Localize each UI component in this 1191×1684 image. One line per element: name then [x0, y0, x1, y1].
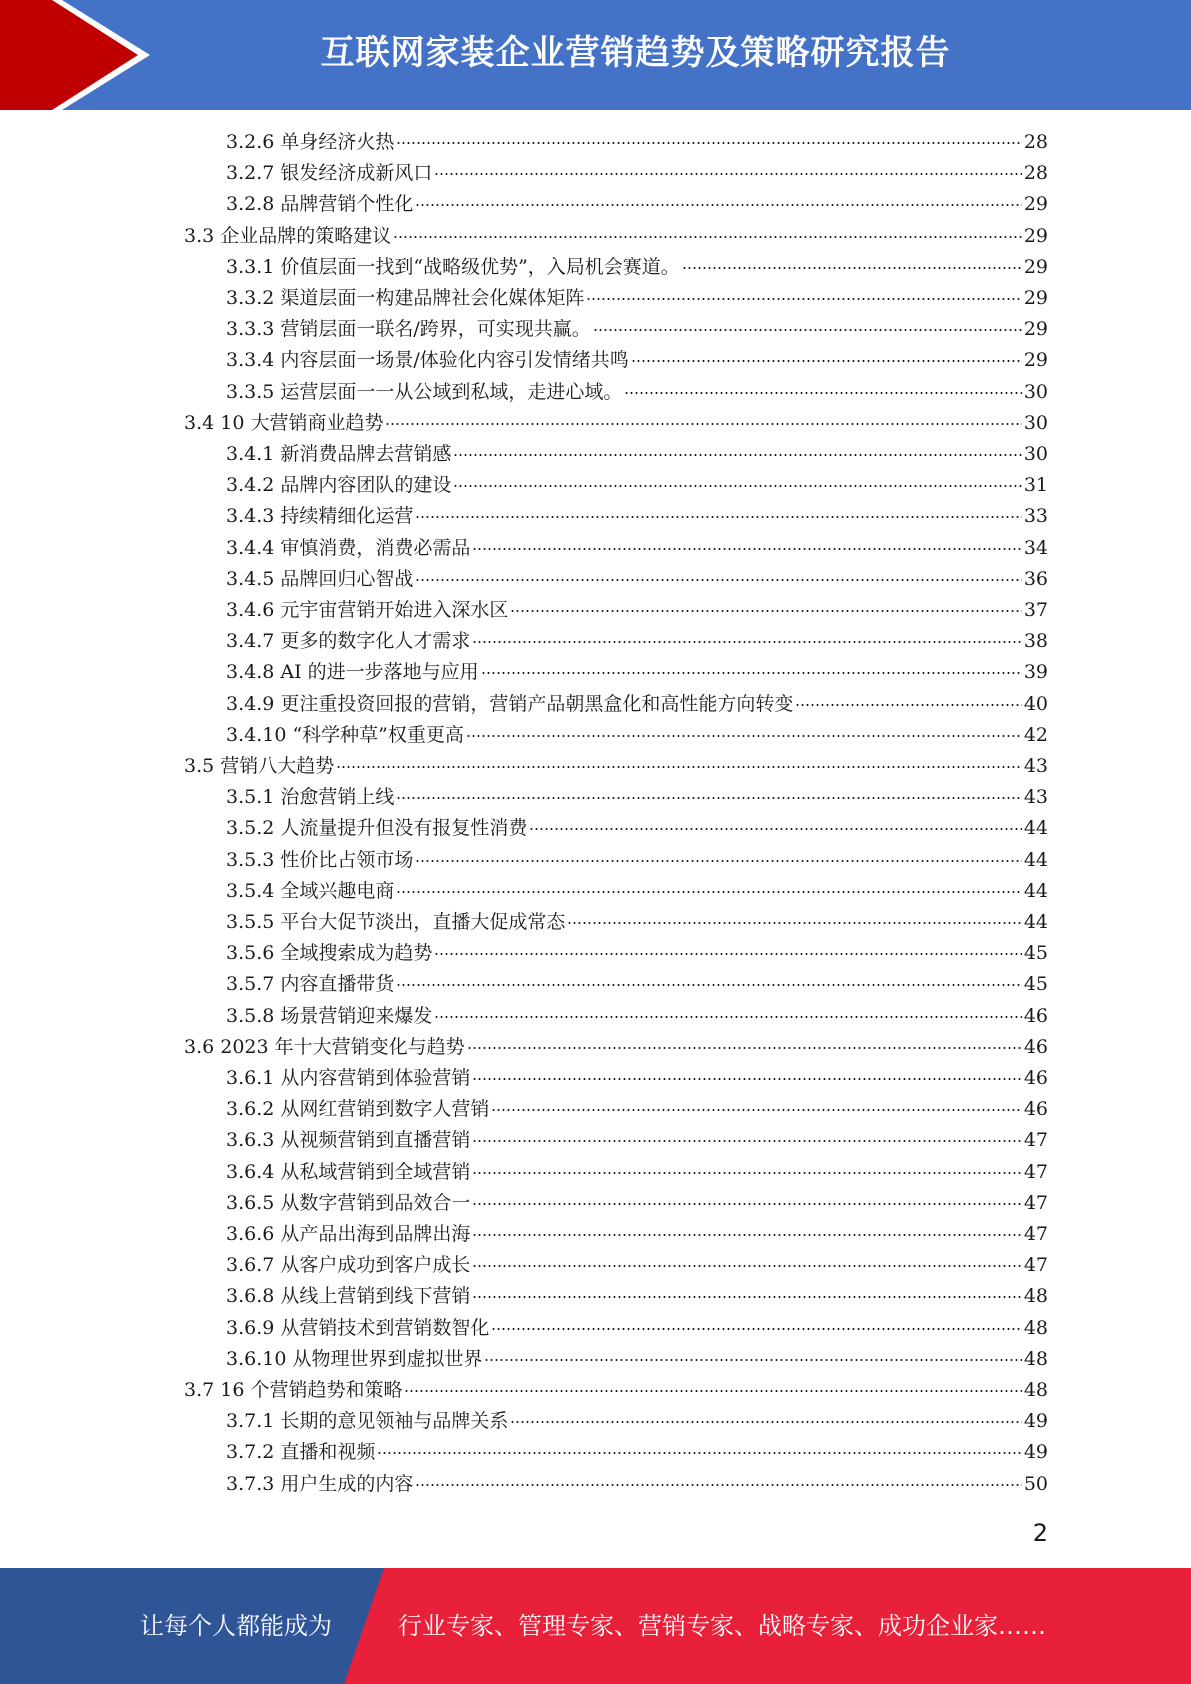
toc-dot-leader [434, 173, 1021, 175]
toc-entry[interactable] [226, 439, 1048, 470]
toc-entry-page-number: 43 [1023, 786, 1048, 809]
toc-entry[interactable] [184, 1375, 1048, 1406]
toc-entry-page-number: 43 [1023, 755, 1048, 777]
toc-entry-page-number: 46 [1023, 1035, 1048, 1058]
toc-entry-title: 3.4.8 AI 的进一步落地与应用 [226, 661, 479, 684]
toc-entry-title: 3.4.9 更注重投资回报的营销，营销产品朝黑盒化和高性能方向转变 [226, 692, 794, 715]
toc-entry-page-number: 44 [1023, 848, 1048, 871]
toc-entry-page-number: 48 [1023, 1379, 1048, 1401]
toc-entry[interactable] [226, 1219, 1048, 1250]
page-header [0, 0, 1191, 110]
toc-entry-title: 3.4.6 元宇宙营销开始进入深水区 [226, 599, 509, 621]
toc-dot-leader [529, 828, 1021, 830]
toc-entry-title: 3.6.1 从内容营销到体验营销 [226, 1067, 471, 1089]
toc-dot-leader [396, 142, 1021, 144]
toc-dot-leader [593, 329, 1022, 331]
toc-dot-leader [586, 298, 1021, 300]
toc-entry[interactable] [184, 751, 1048, 782]
toc-dot-leader [393, 236, 1022, 238]
toc-entry[interactable] [226, 1188, 1048, 1219]
toc-entry[interactable] [226, 345, 1048, 376]
toc-dot-leader [472, 1203, 1021, 1205]
toc-entry-title: 3.6.2 从网红营销到数字人营销 [226, 1098, 490, 1121]
toc-entry[interactable] [226, 1125, 1048, 1156]
toc-entry-title: 3.7.3 用户生成的内容 [226, 1472, 414, 1495]
toc-entry-page-number: 31 [1023, 474, 1048, 497]
toc-dot-leader [472, 1296, 1021, 1298]
toc-dot-leader [396, 891, 1021, 893]
toc-entry-title: 3.4.10 “科学种草”权重更高 [226, 723, 464, 746]
toc-dot-leader [472, 641, 1021, 643]
toc-entry-page-number: 44 [1023, 911, 1048, 933]
toc-entry[interactable] [226, 1001, 1048, 1032]
toc-entry-page-number: 44 [1023, 879, 1048, 902]
toc-entry-title: 3.2.6 单身经济火热 [226, 131, 395, 153]
page-footer [0, 1568, 1191, 1684]
toc-entry-title: 3.5.7 内容直播带货 [226, 973, 395, 996]
toc-entry-page-number: 44 [1023, 817, 1048, 840]
toc-entry[interactable] [226, 1063, 1048, 1094]
toc-entry[interactable] [226, 595, 1048, 626]
toc-entry[interactable] [226, 907, 1048, 938]
toc-entry-title: 3.4.4 审慎消费，消费必需品 [226, 536, 471, 559]
toc-entry[interactable] [226, 1157, 1048, 1188]
toc-entry[interactable] [184, 221, 1048, 252]
toc-entry[interactable] [226, 564, 1048, 595]
toc-entry-title: 3.6.9 从营销技术到营销数智化 [226, 1316, 490, 1339]
toc-entry-page-number: 40 [1023, 692, 1048, 715]
toc-entry-title: 3.6.7 从客户成功到客户成长 [226, 1254, 471, 1277]
toc-dot-leader [415, 204, 1021, 206]
toc-entry-title: 3.3.3 营销层面一联名/跨界，可实现共赢。 [226, 318, 591, 341]
toc-entry[interactable] [226, 314, 1048, 345]
toc-entry-title: 3.4.7 更多的数字化人才需求 [226, 630, 471, 653]
toc-entry[interactable] [226, 533, 1048, 564]
toc-dot-leader [795, 704, 1021, 706]
toc-entry[interactable] [226, 1344, 1048, 1375]
toc-entry-page-number: 30 [1023, 411, 1048, 434]
toc-entry-title: 3.7.1 长期的意见领袖与品牌关系 [226, 1410, 509, 1433]
toc-entry-title: 3.5.8 场景营销迎来爆发 [226, 1004, 433, 1027]
footer-slogan-right: 行业专家、管理专家、营销专家、战略专家、成功企业家…… [398, 1612, 1046, 1640]
toc-entry-page-number: 38 [1023, 630, 1048, 653]
toc-dot-leader [567, 922, 1021, 924]
toc-dot-leader [631, 360, 1022, 362]
toc-entry-title: 3.2.8 品牌营销个性化 [226, 193, 414, 216]
toc-entry-page-number: 49 [1023, 1410, 1048, 1433]
toc-entry-title: 3.3.2 渠道层面一构建品牌社会化媒体矩阵 [226, 287, 585, 309]
toc-entry-page-number: 34 [1023, 536, 1048, 559]
toc-entry[interactable] [226, 1250, 1048, 1281]
toc-dot-leader [466, 735, 1022, 737]
toc-dot-leader [472, 1172, 1021, 1174]
toc-entry[interactable] [226, 1094, 1048, 1125]
toc-entry-title: 3.5.2 人流量提升但没有报复性消费 [226, 817, 528, 840]
toc-entry[interactable] [226, 501, 1048, 532]
toc-entry-page-number: 50 [1023, 1472, 1048, 1495]
toc-entry-title: 3.5.1 治愈营销上线 [226, 786, 395, 809]
toc-entry-title: 3.4.5 品牌回归心智战 [226, 567, 414, 590]
toc-entry[interactable] [226, 1437, 1048, 1468]
toc-entry-page-number: 36 [1023, 567, 1048, 590]
toc-dot-leader [510, 610, 1021, 612]
toc-entry-title: 3.7 16 个营销趋势和策略 [184, 1379, 403, 1401]
toc-entry[interactable] [226, 938, 1048, 969]
toc-dot-leader [453, 454, 1021, 456]
report-title: 互联网家装企业营销趋势及策略研究报告 [320, 33, 951, 73]
toc-dot-leader [467, 1047, 1022, 1049]
toc-entry[interactable] [184, 1032, 1048, 1063]
toc-dot-leader [396, 797, 1021, 799]
toc-entry-page-number: 29 [1023, 349, 1048, 372]
toc-dot-leader [491, 1328, 1021, 1330]
toc-entry[interactable] [226, 377, 1048, 408]
toc-entry[interactable] [226, 813, 1048, 844]
toc-entry-page-number: 48 [1023, 1285, 1048, 1308]
toc-entry-title: 3.4.2 品牌内容团队的建设 [226, 474, 452, 497]
toc-entry-title: 3.6 2023 年十大营销变化与趋势 [184, 1035, 465, 1058]
toc-entry-page-number: 29 [1023, 193, 1048, 216]
toc-entry-page-number: 45 [1023, 942, 1048, 965]
toc-dot-leader [472, 1265, 1021, 1267]
toc-entry-page-number: 39 [1023, 661, 1048, 684]
footer-slogan-left: 让每个人都能成为 [140, 1612, 332, 1640]
toc-dot-leader [624, 392, 1021, 394]
toc-entry-title: 3.6.4 从私域营销到全域营销 [226, 1160, 471, 1183]
toc-entry-page-number: 46 [1023, 1067, 1048, 1089]
toc-entry-page-number: 46 [1023, 1098, 1048, 1121]
toc-entry-title: 3.4.3 持续精细化运营 [226, 505, 414, 528]
toc-entry-page-number: 46 [1023, 1004, 1048, 1027]
toc-dot-leader [396, 984, 1021, 986]
toc-entry[interactable] [226, 1406, 1048, 1437]
toc-dot-leader [336, 766, 1022, 768]
toc-entry[interactable] [226, 283, 1048, 314]
toc-dot-leader [415, 579, 1021, 581]
toc-entry-page-number: 29 [1023, 224, 1048, 247]
toc-entry-page-number: 29 [1023, 255, 1048, 278]
toc-entry-title: 3.6.5 从数字营销到品效合一 [226, 1191, 471, 1214]
toc-entry-page-number: 28 [1023, 162, 1048, 185]
toc-entry[interactable] [226, 189, 1048, 220]
toc-entry-title: 3.5 营销八大趋势 [184, 755, 335, 777]
toc-dot-leader [472, 1234, 1021, 1236]
toc-entry-page-number: 33 [1023, 505, 1048, 528]
toc-entry[interactable] [226, 626, 1048, 657]
toc-entry-title: 3.5.4 全域兴趣电商 [226, 879, 395, 902]
toc-entry-title: 3.6.3 从视频营销到直播营销 [226, 1129, 471, 1152]
toc-entry-page-number: 30 [1023, 380, 1048, 403]
toc-entry-title: 3.2.7 银发经济成新风口 [226, 162, 433, 185]
toc-entry[interactable] [226, 969, 1048, 1000]
toc-dot-leader [385, 423, 1021, 425]
toc-entry-page-number: 37 [1023, 599, 1048, 621]
toc-entry-title: 3.5.3 性价比占领市场 [226, 848, 414, 871]
toc-entry-title: 3.3 企业品牌的策略建议 [184, 224, 392, 247]
toc-dot-leader [472, 1078, 1021, 1080]
toc-entry-title: 3.3.4 内容层面一场景/体验化内容引发情绪共鸣 [226, 349, 629, 372]
toc-entry[interactable] [226, 1281, 1048, 1312]
toc-entry-title: 3.5.5 平台大促节淡出，直播大促成常态 [226, 911, 566, 933]
toc-entry-page-number: 42 [1023, 723, 1048, 746]
toc-dot-leader [472, 548, 1021, 550]
toc-dot-leader [415, 1484, 1021, 1486]
toc-dot-leader [481, 672, 1022, 674]
toc-entry-page-number: 47 [1023, 1254, 1048, 1277]
toc-entry-page-number: 29 [1023, 287, 1048, 309]
toc-dot-leader [510, 1421, 1021, 1423]
toc-dot-leader [404, 1390, 1021, 1392]
toc-entry-title: 3.4 10 大营销商业趋势 [184, 411, 384, 434]
toc-entry-page-number: 47 [1023, 1223, 1048, 1245]
toc-entry[interactable] [226, 689, 1048, 720]
toc-entry-page-number: 49 [1023, 1441, 1048, 1464]
toc-dot-leader [377, 1452, 1021, 1454]
toc-entry[interactable] [226, 657, 1048, 688]
toc-entry[interactable] [226, 470, 1048, 501]
toc-entry-page-number: 30 [1023, 443, 1048, 465]
page-number: 2 [1032, 1519, 1048, 1547]
toc-entry-page-number: 45 [1023, 973, 1048, 996]
toc-entry-page-number: 47 [1023, 1191, 1048, 1214]
toc-dot-leader [453, 485, 1021, 487]
toc-entry-page-number: 28 [1023, 131, 1048, 153]
toc-entry-title: 3.5.6 全域搜索成为趋势 [226, 942, 433, 965]
toc-entry-page-number: 29 [1023, 318, 1048, 341]
toc-dot-leader [682, 267, 1022, 269]
toc-entry-title: 3.3.1 价值层面一找到“战略级优势”，入局机会赛道。 [226, 255, 680, 278]
toc-dot-leader [472, 1140, 1021, 1142]
toc-entry[interactable] [184, 408, 1048, 439]
toc-entry-page-number: 48 [1023, 1316, 1048, 1339]
toc-entry[interactable] [226, 1313, 1048, 1344]
toc-entry-title: 3.4.1 新消费品牌去营销感 [226, 443, 452, 465]
toc-entry[interactable] [226, 845, 1048, 876]
toc-entry[interactable] [226, 127, 1048, 158]
toc-entry[interactable] [226, 720, 1048, 751]
toc-entry[interactable] [226, 876, 1048, 907]
toc-dot-leader [434, 1016, 1021, 1018]
toc-entry-page-number: 47 [1023, 1160, 1048, 1183]
toc-entry-title: 3.6.10 从物理世界到虚拟世界 [226, 1347, 483, 1370]
toc-entry-title: 3.6.8 从线上营销到线下营销 [226, 1285, 471, 1308]
toc-dot-leader [415, 516, 1021, 518]
toc-entry-title: 3.3.5 运营层面一一从公域到私域，走进心域。 [226, 380, 623, 403]
toc-entry-page-number: 48 [1023, 1347, 1048, 1370]
toc-dot-leader [415, 860, 1021, 862]
toc-entry[interactable] [226, 252, 1048, 283]
toc-entry-title: 3.7.2 直播和视频 [226, 1441, 376, 1464]
toc-entry-title: 3.6.6 从产品出海到品牌出海 [226, 1223, 471, 1245]
toc-dot-leader [491, 1109, 1021, 1111]
toc-entry[interactable] [226, 1469, 1048, 1500]
toc-dot-leader [434, 953, 1021, 955]
toc-entry[interactable] [226, 158, 1048, 189]
toc-dot-leader [484, 1359, 1021, 1361]
toc-entry[interactable] [226, 782, 1048, 813]
toc-entry-page-number: 47 [1023, 1129, 1048, 1152]
